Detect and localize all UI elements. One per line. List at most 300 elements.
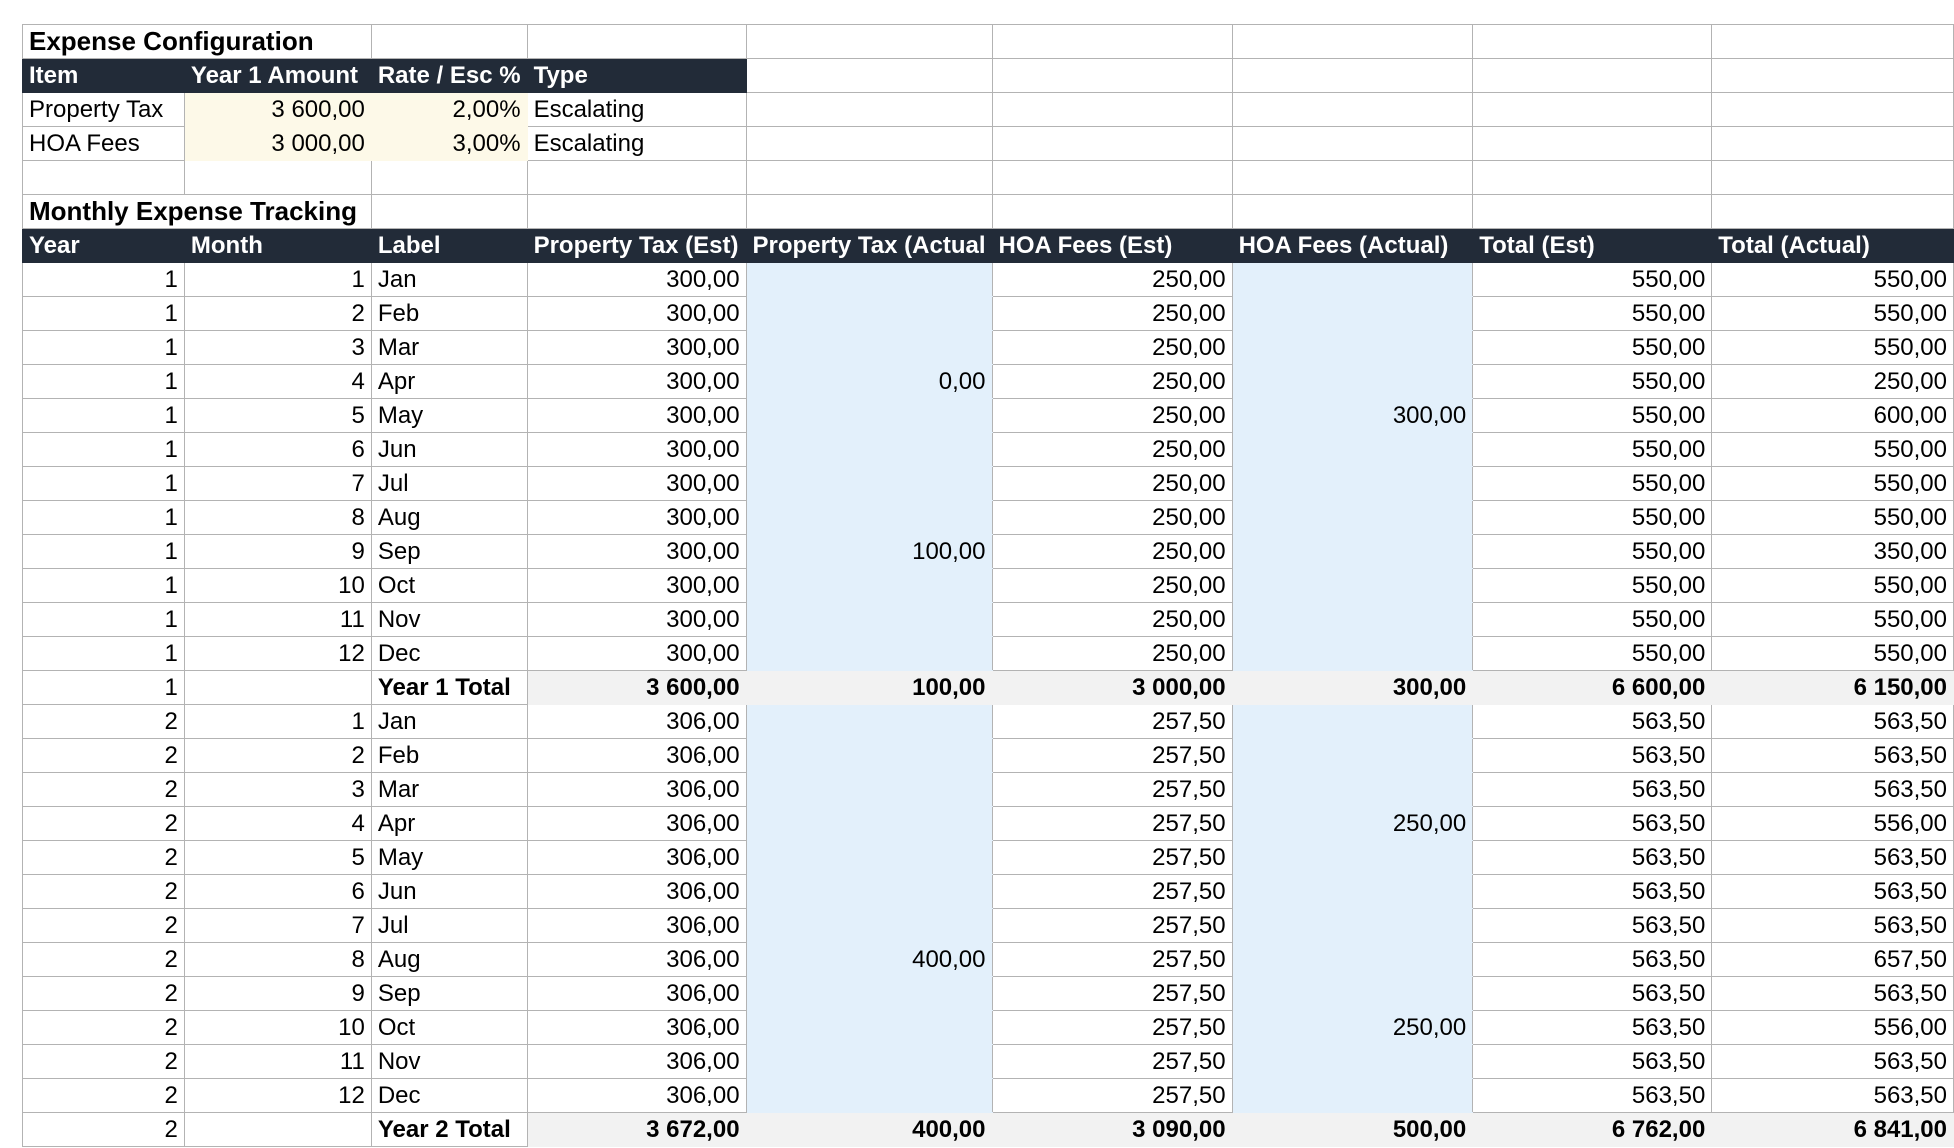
hoa-fees-est-cell[interactable]: 250,00 <box>992 569 1232 603</box>
total-actual-cell[interactable]: 563,50 <box>1712 841 1954 875</box>
month-cell[interactable]: 5 <box>184 841 371 875</box>
cell[interactable] <box>527 195 746 229</box>
year-cell[interactable]: 2 <box>23 1079 185 1113</box>
tracking-row <box>23 263 1954 297</box>
total-actual-cell[interactable]: 657,50 <box>1712 943 1954 977</box>
cell[interactable] <box>992 93 1232 127</box>
property-tax-est-cell[interactable]: 306,00 <box>527 1079 746 1113</box>
label-cell[interactable]: Jul <box>371 909 527 943</box>
hoa-fees-actual-input[interactable] <box>1232 1079 1473 1113</box>
label-cell[interactable]: Jan <box>371 705 527 739</box>
config-type-cell[interactable]: Escalating <box>527 127 746 161</box>
config-amount-input[interactable]: 3 000,00 <box>184 127 371 161</box>
total-actual-cell[interactable]: 600,00 <box>1712 399 1954 433</box>
hoa-fees-actual-input[interactable] <box>1232 1045 1473 1079</box>
total-est-cell[interactable]: 550,00 <box>1473 297 1712 331</box>
tracking-row <box>23 603 1954 637</box>
cell[interactable] <box>746 59 992 93</box>
month-cell[interactable]: 10 <box>184 569 371 603</box>
month-cell[interactable]: 2 <box>184 739 371 773</box>
total-actual-cell[interactable]: 550,00 <box>1712 331 1954 365</box>
property-tax-est-cell[interactable]: 306,00 <box>527 773 746 807</box>
property-tax-actual-input[interactable] <box>746 603 992 637</box>
month-cell[interactable]: 4 <box>184 365 371 399</box>
cell[interactable] <box>992 161 1232 195</box>
property-tax-actual-input[interactable] <box>746 467 992 501</box>
total-est-cell[interactable]: 563,50 <box>1473 807 1712 841</box>
hoa-fees-actual-input[interactable] <box>1232 977 1473 1011</box>
total-actual-cell[interactable]: 563,50 <box>1712 977 1954 1011</box>
property-tax-actual-input[interactable] <box>746 637 992 671</box>
label-cell[interactable]: Year 2 Total <box>371 1113 527 1147</box>
hoa-fees-est-cell[interactable]: 250,00 <box>992 603 1232 637</box>
label-cell[interactable]: Mar <box>371 331 527 365</box>
total-est-cell[interactable]: 550,00 <box>1473 535 1712 569</box>
cell[interactable] <box>184 161 371 195</box>
year-cell[interactable]: 1 <box>23 501 185 535</box>
cell[interactable] <box>1232 59 1473 93</box>
property-tax-actual-input[interactable] <box>746 739 992 773</box>
property-tax-est-cell[interactable]: 300,00 <box>527 331 746 365</box>
total-actual-cell[interactable]: 550,00 <box>1712 263 1954 297</box>
property-tax-est-cell[interactable]: 300,00 <box>527 433 746 467</box>
hoa-fees-actual-input[interactable] <box>1232 603 1473 637</box>
config-header-cell: Item <box>23 59 185 93</box>
property-tax-est-cell[interactable]: 3 600,00 <box>527 671 746 705</box>
label-cell[interactable]: Oct <box>371 569 527 603</box>
total-est-cell[interactable]: 550,00 <box>1473 569 1712 603</box>
year-cell[interactable]: 1 <box>23 603 185 637</box>
hoa-fees-actual-input[interactable] <box>1232 773 1473 807</box>
month-cell[interactable]: 2 <box>184 297 371 331</box>
property-tax-actual-input[interactable] <box>746 399 992 433</box>
property-tax-est-cell[interactable]: 306,00 <box>527 943 746 977</box>
total-actual-cell[interactable]: 6 841,00 <box>1712 1113 1954 1147</box>
label-cell[interactable]: Year 1 Total <box>371 671 527 705</box>
label-cell[interactable]: Aug <box>371 943 527 977</box>
label-cell[interactable]: Nov <box>371 1045 527 1079</box>
year-cell[interactable]: 2 <box>23 943 185 977</box>
cell[interactable] <box>746 161 992 195</box>
cell[interactable] <box>1473 195 1712 229</box>
total-actual-cell[interactable]: 563,50 <box>1712 875 1954 909</box>
total-est-cell[interactable]: 563,50 <box>1473 773 1712 807</box>
label-cell[interactable]: Mar <box>371 773 527 807</box>
property-tax-est-cell[interactable]: 306,00 <box>527 807 746 841</box>
year-cell[interactable]: 1 <box>23 297 185 331</box>
property-tax-actual-input[interactable] <box>746 331 992 365</box>
property-tax-est-cell[interactable]: 300,00 <box>527 365 746 399</box>
total-actual-cell[interactable]: 550,00 <box>1712 297 1954 331</box>
total-est-cell[interactable]: 550,00 <box>1473 637 1712 671</box>
hoa-fees-actual-input[interactable] <box>1232 875 1473 909</box>
property-tax-est-cell[interactable]: 306,00 <box>527 909 746 943</box>
cell[interactable] <box>1232 161 1473 195</box>
month-cell[interactable] <box>184 1113 371 1147</box>
month-cell[interactable]: 11 <box>184 603 371 637</box>
year-cell[interactable]: 1 <box>23 433 185 467</box>
hoa-fees-est-cell[interactable]: 3 000,00 <box>992 671 1232 705</box>
hoa-fees-actual-input[interactable] <box>1232 637 1473 671</box>
tracking-header-cell: Property Tax (Est) <box>527 229 746 263</box>
hoa-fees-actual-input[interactable]: 500,00 <box>1232 1113 1473 1147</box>
year-cell[interactable]: 1 <box>23 365 185 399</box>
year-cell[interactable]: 2 <box>23 909 185 943</box>
hoa-fees-est-cell[interactable]: 257,50 <box>992 739 1232 773</box>
total-actual-cell[interactable]: 550,00 <box>1712 501 1954 535</box>
label-cell[interactable]: Jun <box>371 433 527 467</box>
hoa-fees-actual-input[interactable] <box>1232 841 1473 875</box>
month-cell[interactable]: 8 <box>184 943 371 977</box>
hoa-fees-actual-input[interactable] <box>1232 535 1473 569</box>
property-tax-actual-input[interactable]: 100,00 <box>746 671 992 705</box>
total-actual-cell[interactable]: 556,00 <box>1712 807 1954 841</box>
cell[interactable] <box>371 25 527 59</box>
year-cell[interactable]: 2 <box>23 1113 185 1147</box>
hoa-fees-actual-input[interactable] <box>1232 433 1473 467</box>
property-tax-est-cell[interactable]: 306,00 <box>527 875 746 909</box>
hoa-fees-actual-input[interactable] <box>1232 263 1473 297</box>
property-tax-est-cell[interactable]: 300,00 <box>527 637 746 671</box>
total-est-cell[interactable]: 550,00 <box>1473 501 1712 535</box>
tracking-header-cell: Year <box>23 229 185 263</box>
total-actual-cell[interactable]: 550,00 <box>1712 433 1954 467</box>
total-actual-cell[interactable]: 556,00 <box>1712 1011 1954 1045</box>
hoa-fees-est-cell[interactable]: 257,50 <box>992 773 1232 807</box>
property-tax-est-cell[interactable]: 306,00 <box>527 1045 746 1079</box>
total-actual-cell[interactable]: 563,50 <box>1712 705 1954 739</box>
tracking-row <box>23 501 1954 535</box>
total-actual-cell[interactable]: 563,50 <box>1712 909 1954 943</box>
year-total-row <box>23 671 1954 705</box>
month-cell[interactable]: 1 <box>184 705 371 739</box>
hoa-fees-est-cell[interactable]: 257,50 <box>992 977 1232 1011</box>
property-tax-est-cell[interactable]: 306,00 <box>527 1011 746 1045</box>
property-tax-actual-input[interactable] <box>746 1011 992 1045</box>
tracking-row <box>23 739 1954 773</box>
total-actual-cell[interactable]: 250,00 <box>1712 365 1954 399</box>
cell[interactable] <box>371 195 527 229</box>
year-cell[interactable]: 2 <box>23 773 185 807</box>
hoa-fees-actual-input[interactable] <box>1232 297 1473 331</box>
month-cell[interactable]: 5 <box>184 399 371 433</box>
year-cell[interactable]: 2 <box>23 739 185 773</box>
hoa-fees-est-cell[interactable]: 257,50 <box>992 1079 1232 1113</box>
hoa-fees-actual-input[interactable] <box>1232 739 1473 773</box>
total-est-cell[interactable]: 550,00 <box>1473 399 1712 433</box>
hoa-fees-est-cell[interactable]: 250,00 <box>992 467 1232 501</box>
total-actual-cell[interactable]: 550,00 <box>1712 467 1954 501</box>
cell[interactable] <box>746 127 992 161</box>
total-est-cell[interactable]: 550,00 <box>1473 263 1712 297</box>
property-tax-est-cell[interactable]: 300,00 <box>527 297 746 331</box>
total-est-cell[interactable]: 563,50 <box>1473 841 1712 875</box>
config-item-cell[interactable]: Property Tax <box>23 93 185 127</box>
total-est-cell[interactable]: 563,50 <box>1473 875 1712 909</box>
year-cell[interactable]: 2 <box>23 705 185 739</box>
tracking-row <box>23 1079 1954 1113</box>
month-cell[interactable]: 3 <box>184 773 371 807</box>
total-actual-cell[interactable]: 550,00 <box>1712 569 1954 603</box>
hoa-fees-actual-input[interactable] <box>1232 331 1473 365</box>
total-actual-cell[interactable]: 563,50 <box>1712 1079 1954 1113</box>
year-cell[interactable]: 2 <box>23 807 185 841</box>
label-cell[interactable]: Feb <box>371 297 527 331</box>
config-rate-input[interactable]: 3,00% <box>371 127 527 161</box>
hoa-fees-est-cell[interactable]: 257,50 <box>992 943 1232 977</box>
property-tax-actual-input[interactable] <box>746 977 992 1011</box>
year-cell[interactable]: 2 <box>23 1045 185 1079</box>
tracking-row <box>23 467 1954 501</box>
hoa-fees-est-cell[interactable]: 250,00 <box>992 637 1232 671</box>
config-amount-input[interactable]: 3 600,00 <box>184 93 371 127</box>
property-tax-actual-input[interactable]: 400,00 <box>746 943 992 977</box>
property-tax-actual-input[interactable] <box>746 501 992 535</box>
property-tax-actual-input[interactable] <box>746 297 992 331</box>
cell[interactable] <box>1232 93 1473 127</box>
label-cell[interactable]: Apr <box>371 365 527 399</box>
cell[interactable] <box>992 25 1232 59</box>
total-est-cell[interactable]: 550,00 <box>1473 331 1712 365</box>
cell[interactable] <box>1473 93 1712 127</box>
cell[interactable] <box>23 161 185 195</box>
property-tax-actual-input[interactable] <box>746 841 992 875</box>
tracking-row <box>23 841 1954 875</box>
cell[interactable] <box>1712 93 1954 127</box>
total-est-cell[interactable]: 563,50 <box>1473 1079 1712 1113</box>
config-header-cell: Rate / Esc % <box>371 59 527 93</box>
year-cell[interactable]: 2 <box>23 841 185 875</box>
label-cell[interactable]: May <box>371 399 527 433</box>
property-tax-actual-input[interactable] <box>746 569 992 603</box>
tracking-row <box>23 433 1954 467</box>
property-tax-est-cell[interactable]: 300,00 <box>527 535 746 569</box>
label-cell[interactable]: Sep <box>371 977 527 1011</box>
property-tax-est-cell[interactable]: 300,00 <box>527 569 746 603</box>
total-est-cell[interactable]: 550,00 <box>1473 467 1712 501</box>
label-cell[interactable]: Aug <box>371 501 527 535</box>
property-tax-actual-input[interactable] <box>746 807 992 841</box>
total-est-cell[interactable]: 550,00 <box>1473 603 1712 637</box>
tracking-header-cell: Property Tax (Actual <box>746 229 992 263</box>
total-est-cell[interactable]: 550,00 <box>1473 433 1712 467</box>
cell[interactable] <box>1712 161 1954 195</box>
cell[interactable] <box>1232 127 1473 161</box>
property-tax-actual-input[interactable] <box>746 705 992 739</box>
month-cell[interactable]: 9 <box>184 977 371 1011</box>
cell[interactable] <box>1473 59 1712 93</box>
year-cell[interactable]: 2 <box>23 1011 185 1045</box>
cell[interactable] <box>992 127 1232 161</box>
hoa-fees-actual-input[interactable] <box>1232 365 1473 399</box>
total-actual-cell[interactable]: 563,50 <box>1712 739 1954 773</box>
month-cell[interactable]: 12 <box>184 1079 371 1113</box>
month-cell[interactable]: 12 <box>184 637 371 671</box>
total-est-cell[interactable]: 563,50 <box>1473 739 1712 773</box>
tracking-row <box>23 977 1954 1011</box>
cell[interactable] <box>1712 59 1954 93</box>
property-tax-actual-input[interactable]: 400,00 <box>746 1113 992 1147</box>
config-type-cell[interactable]: Escalating <box>527 93 746 127</box>
hoa-fees-actual-input[interactable] <box>1232 501 1473 535</box>
month-cell[interactable]: 11 <box>184 1045 371 1079</box>
month-cell[interactable]: 10 <box>184 1011 371 1045</box>
year-cell[interactable]: 1 <box>23 535 185 569</box>
property-tax-est-cell[interactable]: 300,00 <box>527 501 746 535</box>
year-cell[interactable]: 1 <box>23 467 185 501</box>
year-cell[interactable]: 2 <box>23 977 185 1011</box>
hoa-fees-actual-input[interactable]: 300,00 <box>1232 399 1473 433</box>
config-item-cell[interactable]: HOA Fees <box>23 127 185 161</box>
year-cell[interactable]: 1 <box>23 637 185 671</box>
hoa-fees-actual-input[interactable]: 250,00 <box>1232 1011 1473 1045</box>
property-tax-actual-input[interactable] <box>746 263 992 297</box>
month-cell[interactable]: 6 <box>184 433 371 467</box>
cell[interactable] <box>1473 127 1712 161</box>
year-cell[interactable]: 1 <box>23 331 185 365</box>
hoa-fees-est-cell[interactable]: 257,50 <box>992 1045 1232 1079</box>
total-est-cell[interactable]: 563,50 <box>1473 705 1712 739</box>
property-tax-est-cell[interactable]: 300,00 <box>527 603 746 637</box>
label-cell[interactable]: Sep <box>371 535 527 569</box>
month-cell[interactable]: 4 <box>184 807 371 841</box>
hoa-fees-est-cell[interactable]: 250,00 <box>992 501 1232 535</box>
tracking-row <box>23 1011 1954 1045</box>
month-cell[interactable]: 7 <box>184 909 371 943</box>
tracking-header-cell: Total (Actual) <box>1712 229 1954 263</box>
total-actual-cell[interactable]: 563,50 <box>1712 773 1954 807</box>
cell[interactable] <box>746 195 992 229</box>
tracking-row <box>23 365 1954 399</box>
property-tax-actual-input[interactable] <box>746 1045 992 1079</box>
cell[interactable] <box>527 25 746 59</box>
property-tax-actual-input[interactable] <box>746 875 992 909</box>
total-est-cell[interactable]: 563,50 <box>1473 1045 1712 1079</box>
hoa-fees-est-cell[interactable]: 250,00 <box>992 365 1232 399</box>
hoa-fees-est-cell[interactable]: 257,50 <box>992 1011 1232 1045</box>
label-cell[interactable]: Feb <box>371 739 527 773</box>
total-est-cell[interactable]: 563,50 <box>1473 977 1712 1011</box>
hoa-fees-est-cell[interactable]: 250,00 <box>992 263 1232 297</box>
cell[interactable] <box>992 59 1232 93</box>
total-actual-cell[interactable]: 550,00 <box>1712 637 1954 671</box>
cell[interactable] <box>992 195 1232 229</box>
property-tax-est-cell[interactable]: 306,00 <box>527 739 746 773</box>
total-actual-cell[interactable]: 563,50 <box>1712 1045 1954 1079</box>
total-est-cell[interactable]: 6 600,00 <box>1473 671 1712 705</box>
tracking-row <box>23 399 1954 433</box>
property-tax-est-cell[interactable]: 306,00 <box>527 841 746 875</box>
hoa-fees-actual-input[interactable] <box>1232 569 1473 603</box>
hoa-fees-actual-input[interactable]: 250,00 <box>1232 807 1473 841</box>
total-est-cell[interactable]: 6 762,00 <box>1473 1113 1712 1147</box>
cell[interactable] <box>746 93 992 127</box>
total-est-cell[interactable]: 563,50 <box>1473 943 1712 977</box>
total-actual-cell[interactable]: 550,00 <box>1712 603 1954 637</box>
cell[interactable] <box>1473 161 1712 195</box>
hoa-fees-actual-input[interactable]: 300,00 <box>1232 671 1473 705</box>
total-est-cell[interactable]: 563,50 <box>1473 1011 1712 1045</box>
tracking-row <box>23 943 1954 977</box>
hoa-fees-est-cell[interactable]: 257,50 <box>992 705 1232 739</box>
year-cell[interactable]: 2 <box>23 875 185 909</box>
label-cell[interactable]: Jul <box>371 467 527 501</box>
hoa-fees-est-cell[interactable]: 250,00 <box>992 297 1232 331</box>
label-cell[interactable]: Nov <box>371 603 527 637</box>
label-cell[interactable]: May <box>371 841 527 875</box>
month-cell[interactable]: 8 <box>184 501 371 535</box>
hoa-fees-est-cell[interactable]: 250,00 <box>992 399 1232 433</box>
hoa-fees-actual-input[interactable] <box>1232 943 1473 977</box>
total-est-cell[interactable]: 550,00 <box>1473 365 1712 399</box>
property-tax-actual-input[interactable] <box>746 433 992 467</box>
property-tax-est-cell[interactable]: 3 672,00 <box>527 1113 746 1147</box>
cell[interactable] <box>1712 127 1954 161</box>
cell[interactable] <box>371 161 527 195</box>
month-cell[interactable]: 7 <box>184 467 371 501</box>
cell[interactable] <box>1232 195 1473 229</box>
hoa-fees-est-cell[interactable]: 257,50 <box>992 807 1232 841</box>
config-rate-input[interactable]: 2,00% <box>371 93 527 127</box>
total-actual-cell[interactable]: 6 150,00 <box>1712 671 1954 705</box>
property-tax-est-cell[interactable]: 300,00 <box>527 467 746 501</box>
property-tax-est-cell[interactable]: 306,00 <box>527 977 746 1011</box>
label-cell[interactable]: Apr <box>371 807 527 841</box>
cell[interactable] <box>1712 195 1954 229</box>
property-tax-actual-input[interactable] <box>746 1079 992 1113</box>
property-tax-est-cell[interactable]: 300,00 <box>527 399 746 433</box>
property-tax-actual-input[interactable] <box>746 773 992 807</box>
hoa-fees-actual-input[interactable] <box>1232 705 1473 739</box>
label-cell[interactable]: Jun <box>371 875 527 909</box>
month-cell[interactable] <box>184 671 371 705</box>
property-tax-actual-input[interactable]: 0,00 <box>746 365 992 399</box>
label-cell[interactable]: Dec <box>371 1079 527 1113</box>
year-cell[interactable]: 1 <box>23 671 185 705</box>
hoa-fees-actual-input[interactable] <box>1232 909 1473 943</box>
property-tax-est-cell[interactable]: 306,00 <box>527 705 746 739</box>
hoa-fees-est-cell[interactable]: 257,50 <box>992 841 1232 875</box>
cell[interactable] <box>1712 25 1954 59</box>
hoa-fees-est-cell[interactable]: 250,00 <box>992 331 1232 365</box>
total-est-cell[interactable]: 563,50 <box>1473 909 1712 943</box>
year-cell[interactable]: 1 <box>23 399 185 433</box>
property-tax-actual-input[interactable] <box>746 909 992 943</box>
cell[interactable] <box>1232 25 1473 59</box>
hoa-fees-est-cell[interactable]: 250,00 <box>992 535 1232 569</box>
total-actual-cell[interactable]: 350,00 <box>1712 535 1954 569</box>
property-tax-actual-input[interactable]: 100,00 <box>746 535 992 569</box>
cell[interactable] <box>746 25 992 59</box>
year-cell[interactable]: 1 <box>23 569 185 603</box>
cell[interactable] <box>1473 25 1712 59</box>
hoa-fees-est-cell[interactable]: 3 090,00 <box>992 1113 1232 1147</box>
hoa-fees-actual-input[interactable] <box>1232 467 1473 501</box>
label-cell[interactable]: Oct <box>371 1011 527 1045</box>
label-cell[interactable]: Jan <box>371 263 527 297</box>
label-cell[interactable]: Dec <box>371 637 527 671</box>
hoa-fees-est-cell[interactable]: 257,50 <box>992 909 1232 943</box>
hoa-fees-est-cell[interactable]: 250,00 <box>992 433 1232 467</box>
cell[interactable] <box>527 161 746 195</box>
month-cell[interactable]: 9 <box>184 535 371 569</box>
hoa-fees-est-cell[interactable]: 257,50 <box>992 875 1232 909</box>
month-cell[interactable]: 3 <box>184 331 371 365</box>
year-cell[interactable]: 1 <box>23 263 185 297</box>
month-cell[interactable]: 1 <box>184 263 371 297</box>
property-tax-est-cell[interactable]: 300,00 <box>527 263 746 297</box>
month-cell[interactable]: 6 <box>184 875 371 909</box>
